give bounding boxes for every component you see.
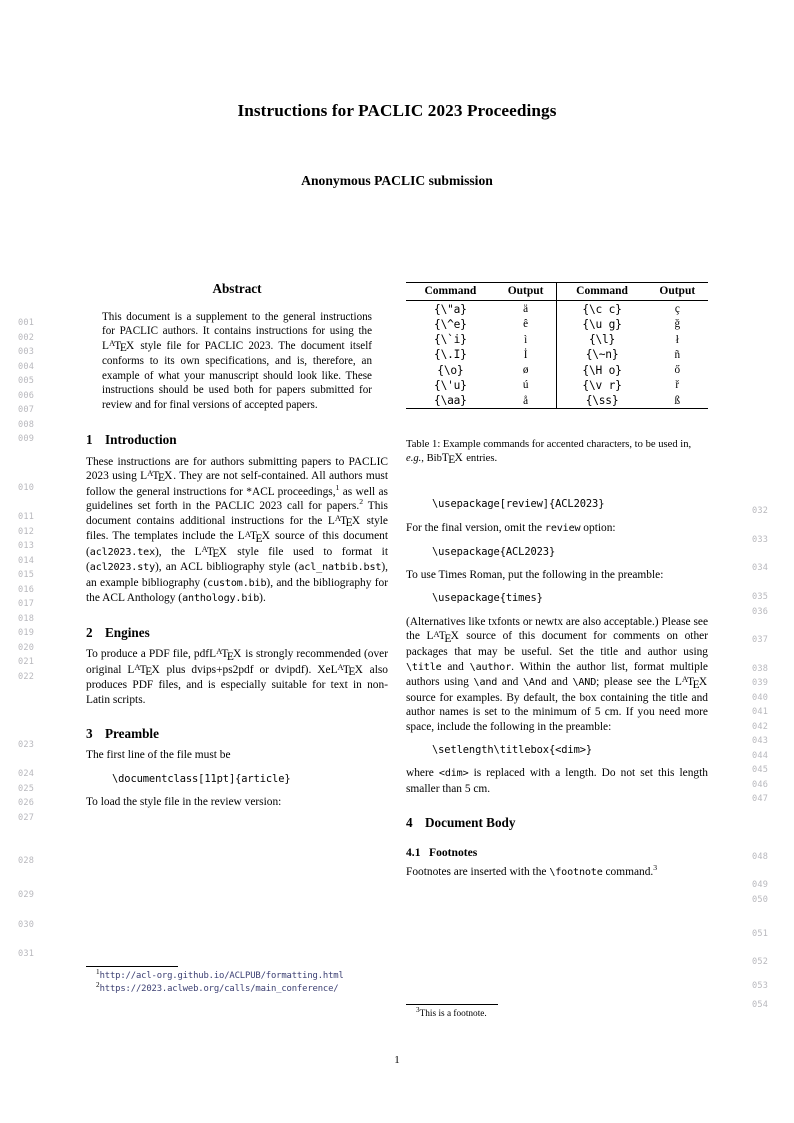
column-header-output: Output [495,283,557,301]
section-number: 1 [86,432,93,448]
engines-paragraph: To produce a PDF file, pdfL$^A$TEX is strongly recommended (over original $L^ATEX$ plus dvips+ps2pdf or dvipdf). XeL$^A$TEX also produces PDF files, and is especially suitable for text in non-Latin scripts. [86,647,389,706]
line-number: 042 [752,722,769,732]
line-number: 022 [18,672,35,682]
cell-output: ç [674,303,680,316]
table-row [406,301,708,317]
line-number: 026 [18,798,35,808]
heading-document-body [406,815,708,831]
subsection-title: Footnotes [429,845,478,859]
cell-output: ì [524,333,528,346]
cell-output: ß [647,393,708,409]
heading-engines [86,625,388,641]
line-number: 012 [18,527,35,537]
footnote-item [406,1005,708,1021]
line-number: 038 [752,664,769,674]
filename-sty: acl2023.sty [89,562,155,574]
code-usepackage-times: \usepackage{times} [432,592,543,605]
line-number: 017 [18,599,35,609]
inline-code-And: \And [522,677,547,689]
line-number: 041 [752,707,769,717]
table-row [406,363,708,378]
right-column [406,497,708,889]
line-number: 046 [752,780,769,790]
footnote-ref-1[interactable]: 1 [335,482,340,492]
line-number: 054 [752,1000,769,1010]
table-head [406,283,708,301]
abstract-text-part1: This document is a supplement to the general instructions for PACLIC authors. It contains instructions for using the [102,310,372,338]
line-number: 044 [752,751,769,761]
line-number: 053 [752,981,769,991]
abstract-block [86,282,388,412]
line-number: 031 [18,949,35,959]
intro-paragraph: These instructions are for authors submitting papers to PACLIC 2023 using $L^ATEX$. They are not self-contained. All authors must follow the general instructions for *ACL proceedings,$^1$ as well as guidelines set forth in the PACLIC 2023 call for papers.$^2$ This document contains additional instructions for the $L^ATEX$ style files. The templates include the $L^ATEX$ source of this document (acl2023.tex), the $L^ATEX$ style file used to format it (acl2023.sty), an ACL bibliography style (acl_natbib.bst), an example bibliography (custom.bib), and the bibliography for the ACL Anthology (anthology.bib). [86,455,388,605]
latex-logo: $L^ATEX$ [140,469,173,485]
line-number: 001 [18,318,35,328]
line-number: 019 [18,628,35,638]
accented-characters-table [406,282,708,409]
cell-command: {\aa} [406,393,495,409]
footnote-link[interactable]: https://2023.aclweb.org/calls/main_conference/ [99,984,339,995]
code-usepackage-acl: \usepackage{ACL2023} [432,545,556,558]
cell-output: ğ [674,318,681,331]
line-number: 043 [752,736,769,746]
preamble-paragraph-3: For the final version, omit the review option: [406,521,616,534]
line-number: 014 [18,556,35,566]
cell-output: ä [523,303,529,316]
page-number: 1 [394,1054,400,1066]
table-row [406,347,708,362]
inline-code-footnote: \footnote [549,866,603,878]
table-header-row [406,283,708,301]
line-number: 009 [18,434,35,444]
heading-preamble [86,726,388,742]
line-number: 013 [18,541,35,551]
heading-footnotes-sub [406,845,708,860]
line-number: 035 [752,592,769,602]
cell-output: å [495,393,557,409]
line-number: 015 [18,570,35,580]
footnotes-right [406,1000,708,1021]
line-number: 006 [18,391,35,401]
cell-output: ê [523,318,529,331]
preamble-paragraph-5: (Alternatives like txfonts or newtx are also acceptable.) Please see the $L^ATEX$ source of this document for comments on other packages that may be useful. Set the title and author using \title and \author. Within the author list, format multiple authors using \and and \And and \AND; please see the $L^ATEX$ source for examples. By default, the box containing the title and author names is set to the minimum of 5 cm. If you need more space, include the following in the preamble: [406,615,708,733]
cell-command: {\^e} [434,317,467,331]
line-number: 007 [18,405,35,415]
page-title: Instructions for PACLIC 2023 Proceedings [237,101,557,120]
line-number: 040 [752,693,769,703]
line-number: 020 [18,643,35,653]
filename-bst: acl_natbib.bst [298,562,382,574]
line-number: 004 [18,362,35,372]
inline-code-and: \and [473,677,498,689]
section-number: 2 [86,624,93,640]
footnote-mark: 3 [416,1005,420,1014]
section-number: 3 [86,725,93,741]
table-row [406,332,708,347]
line-number: 030 [18,920,35,930]
line-number: 047 [752,794,769,804]
cell-output: ñ [674,348,681,361]
cell-command: {\`i} [434,333,467,347]
line-number: 011 [18,512,35,522]
footnote-text: This is a footnote. [419,1009,487,1019]
cell-command: {\u g} [557,317,647,332]
line-number: 010 [18,483,35,493]
inline-code-AND: \AND [572,677,597,689]
cell-command: {\c c} [557,301,647,317]
abstract-text [86,310,388,413]
cell-command: {\.I} [434,348,467,362]
line-number: 039 [752,678,769,688]
footnote-rule [86,966,178,967]
preamble-paragraph-2: To load the style file in the review version: [86,796,282,809]
footnotes-left [86,962,388,997]
footnote-item [86,967,388,983]
footnotes-paragraph: Footnotes are inserted with the \footnote command.$^3$ [406,862,658,878]
line-number: 003 [18,347,35,357]
left-column [86,282,388,818]
preamble-paragraph-4: To use Times Roman, put the following in the preamble: [406,569,664,582]
table-1 [406,282,708,409]
footnote-mark: 1 [96,967,100,976]
cell-command: {\o} [437,363,464,377]
heading-introduction [86,432,388,448]
subsection-number: 4.1 [406,845,421,859]
cell-command: {\H o} [557,363,647,378]
filename-bib: custom.bib [207,577,267,589]
inline-code-dim: <dim> [438,768,469,780]
cell-command: {\ss} [557,393,647,409]
line-number: 027 [18,813,35,823]
line-number: 025 [18,784,35,794]
section-title: Document Body [425,815,516,831]
line-number: 048 [752,852,769,862]
table-row [406,393,708,409]
inline-code-author: \author [469,661,512,673]
line-number: 051 [752,929,769,939]
author-line: Anonymous PACLIC submission [301,173,493,188]
section-title: Introduction [105,432,177,448]
line-number: 016 [18,585,35,595]
line-number: 008 [18,420,35,430]
section-title: Engines [105,624,150,640]
cell-output: ł [675,333,679,346]
line-number: 052 [752,957,769,967]
abstract-heading: Abstract [212,281,262,296]
cell-command: {\'u} [434,378,467,392]
section-title: Preamble [105,725,159,741]
section-number: 4 [406,815,413,831]
column-header-output: Output [647,283,708,301]
footnote-item [86,983,388,996]
line-number: 002 [18,333,35,343]
footnote-mark: 2 [96,981,100,990]
column-header-command: Command [557,283,647,301]
line-number: 045 [752,765,769,775]
inline-code-review: review [544,522,581,534]
line-number: 037 [752,635,769,645]
code-documentclass: \documentclass[11pt]{article} [112,772,291,785]
cell-command: {\"a} [434,302,467,316]
line-number: 036 [752,607,769,617]
footnote-ref-3[interactable]: 3 [653,862,658,872]
latex-logo: $L^ATEX$ [102,338,135,354]
cell-command: {\v r} [557,378,647,393]
preamble-paragraph-6: where <dim> is replaced with a length. Do not set this length smaller than 5 cm. [406,767,708,795]
column-header-command: Command [406,283,495,301]
line-number: 033 [752,535,769,545]
line-number: 032 [752,506,769,516]
line-number: 018 [18,614,35,624]
table-caption: Table 1: Example commands for accented characters, to be used in, e.g., BibTEX entries. [406,439,692,466]
cell-output: ő [674,364,681,377]
inline-code-title: \title [406,661,442,673]
footnote-rule [406,1004,498,1005]
table-body [406,301,708,409]
line-number: 049 [752,880,769,890]
cell-output: ř [675,379,680,392]
table-row [406,378,708,393]
line-number: 005 [18,376,35,386]
footnote-ref-2[interactable]: 2 [359,497,364,507]
cell-output: ú [522,379,529,392]
cell-output: İ [523,348,528,361]
code-usepackage-review: \usepackage[review]{ACL2023} [432,498,605,510]
table-row [406,317,708,332]
cell-command: {\l} [557,332,647,347]
cell-output: ø [522,364,529,377]
line-number: 021 [18,657,35,667]
line-number: 050 [752,895,769,905]
line-number: 028 [18,856,35,866]
code-setlength-titlebox: \setlength\titlebox{<dim>} [432,743,593,756]
line-number: 023 [18,740,35,750]
line-number: 024 [18,769,35,779]
cell-command: {\~n} [557,347,647,362]
filename-tex: acl2023.tex [89,546,155,558]
line-number: 034 [752,563,769,573]
line-number: 029 [18,890,35,900]
tex-logo: TEX [441,451,463,466]
abstract-text-part2: style file for PACLIC 2023. The document itself conforms to its own specifications, and is, therefore, an example of what your manuscript should look like. These instructions should be used both for papers submitted for review and for final versions of accepted papers. [102,339,372,411]
preamble-paragraph-1: The first line of the file must be [86,749,231,762]
filename-anthology: anthology.bib [182,593,260,605]
footnote-link[interactable]: http://acl-org.github.io/ACLPUB/formatting.html [99,971,344,981]
